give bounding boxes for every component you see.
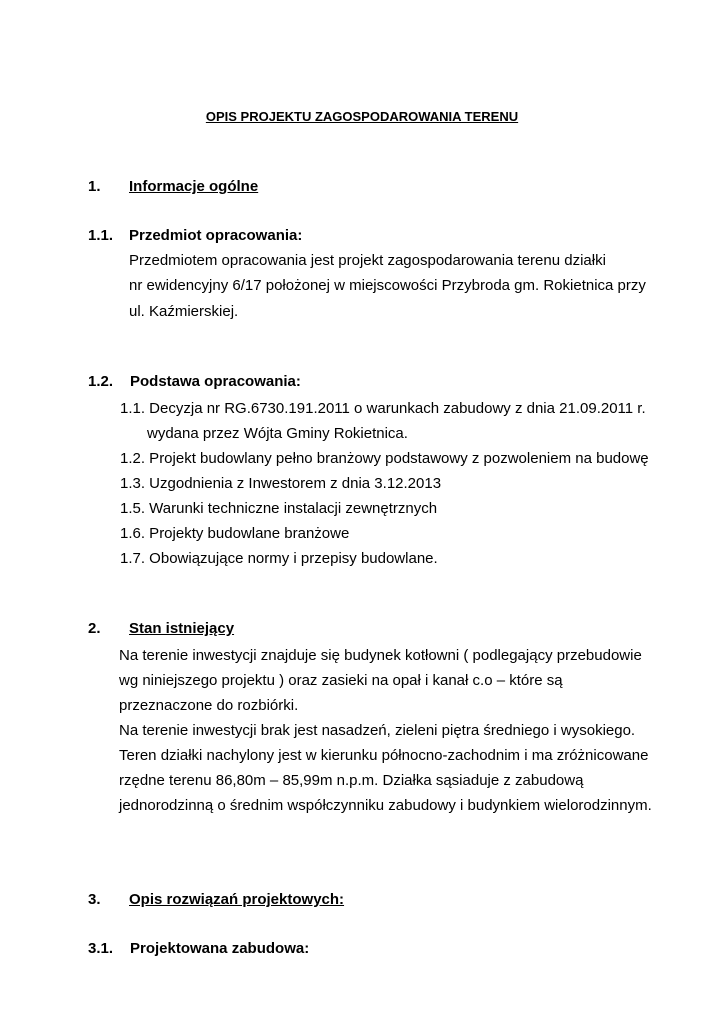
section-1-1-number: 1.1. xyxy=(88,227,114,244)
section-3-heading: Opis rozwiązań projektowych: xyxy=(129,891,345,908)
section-2-number: 2. xyxy=(88,620,101,637)
basis-list-item: 1.2. Projekt budowlany pełno branżowy podstawowy z pozwoleniem na budowę xyxy=(120,450,649,467)
section-1-1-heading: Przedmiot opracowania: xyxy=(129,227,303,244)
section-2-line: przeznaczone do rozbiórki. xyxy=(119,697,299,714)
section-2-line: Na terenie inwestycji znajduje się budynek kotłowni ( podlegający przebudowie xyxy=(119,647,642,664)
section-1-2-number: 1.2. xyxy=(88,373,114,390)
section-2-line: jednorodzinną o średnim współczynniku zabudowy i budynkiem wielorodzinnym. xyxy=(119,797,652,814)
section-1-1-line: Przedmiotem opracowania jest projekt zagospodarowania terenu działki xyxy=(129,252,606,269)
section-2-line: Na terenie inwestycji brak jest nasadzeń, zieleni piętra średniego i wysokiego. xyxy=(119,722,636,739)
basis-list-item: 1.3. Uzgodnienia z Inwestorem z dnia 3.12.2013 xyxy=(120,475,442,492)
basis-list-item: 1.6. Projekty budowlane branżowe xyxy=(120,525,350,542)
section-3-1-heading: Projektowana zabudowa: xyxy=(130,940,310,957)
section-1-2-heading: Podstawa opracowania: xyxy=(130,373,301,390)
section-3-1-number: 3.1. xyxy=(88,940,114,957)
section-1-number: 1. xyxy=(88,178,101,195)
section-1-heading: Informacje ogólne xyxy=(129,178,259,195)
section-1-1-line: nr ewidencyjny 6/17 położonej w miejscowości Przybroda gm. Rokietnica przy xyxy=(129,277,646,294)
section-2-heading: Stan istniejący xyxy=(129,620,235,637)
basis-list-item: 1.7. Obowiązujące normy i przepisy budowlane. xyxy=(120,550,438,567)
section-2-line: wg niniejszego projektu ) oraz zasieki na opał i kanał c.o – które są xyxy=(119,672,563,689)
section-2-line: Teren działki nachylony jest w kierunku północno-zachodnim i ma zróżnicowane xyxy=(119,747,649,764)
document-title: OPIS PROJEKTU ZAGOSPODAROWANIA TERENU xyxy=(205,109,519,124)
section-3-number: 3. xyxy=(88,891,101,908)
section-1-1-line: ul. Kaźmierskiej. xyxy=(129,303,239,320)
basis-list-item-continuation: wydana przez Wójta Gminy Rokietnica. xyxy=(147,425,408,442)
section-2-line: rzędne terenu 86,80m – 85,99m n.p.m. Działka sąsiaduje z zabudową xyxy=(119,772,584,789)
basis-list-item: 1.5. Warunki techniczne instalacji zewnętrznych xyxy=(120,500,438,517)
basis-list-item: 1.1. Decyzja nr RG.6730.191.2011 o warunkach zabudowy z dnia 21.09.2011 r. xyxy=(120,400,646,417)
